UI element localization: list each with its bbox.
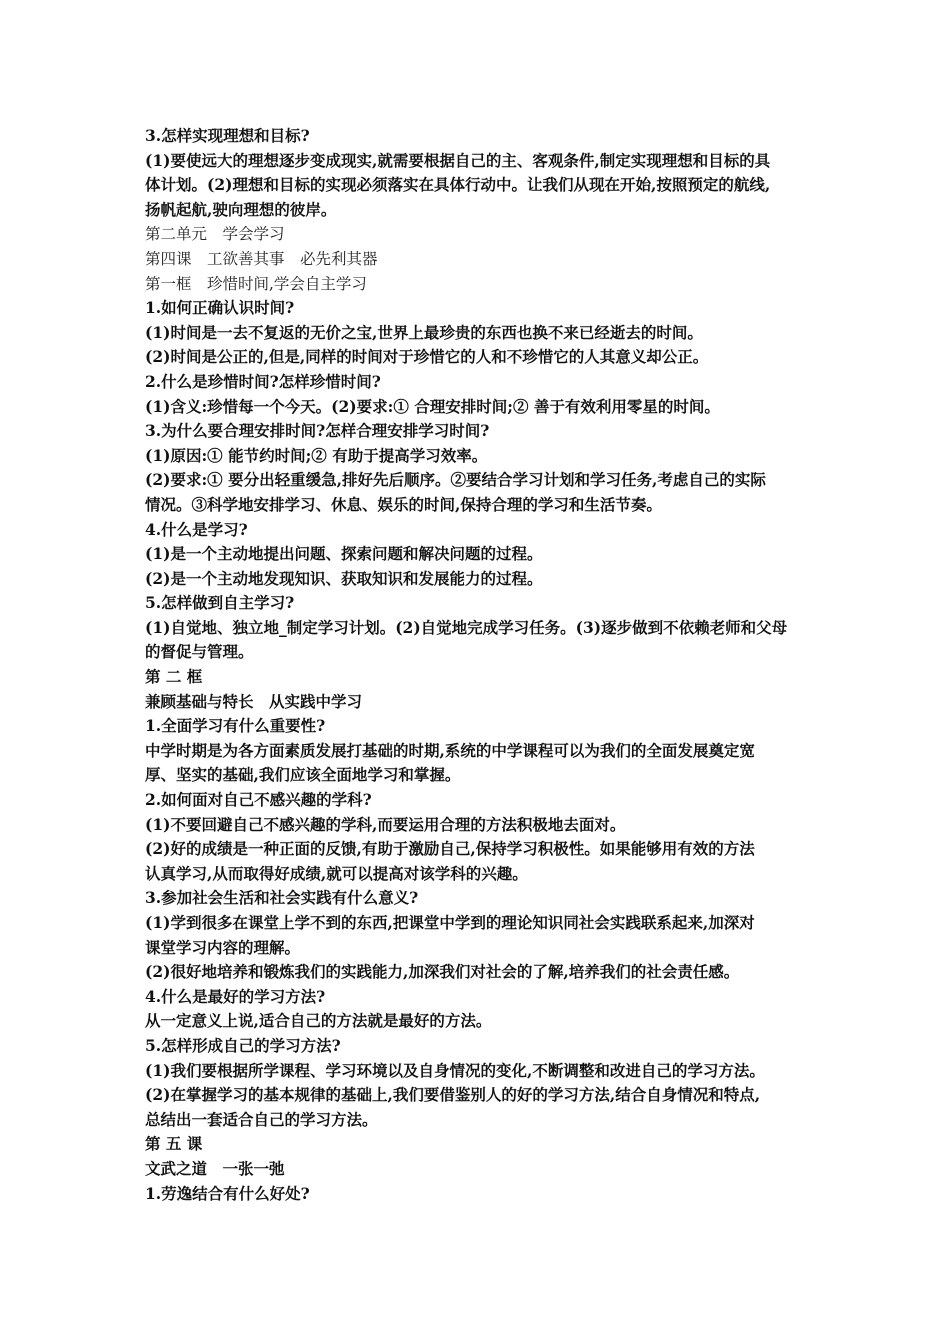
text-line: 3.为什么要合理安排时间?怎样合理安排学习时间?: [145, 421, 490, 441]
text-line: 第二单元 学会学习: [145, 225, 285, 244]
text-line: 第 二 框: [145, 667, 203, 687]
text-line: 5.怎样做到自主学习?: [145, 593, 295, 613]
text-line: 的督促与管理。: [145, 642, 254, 662]
text-line: 1.全面学习有什么重要性?: [145, 716, 326, 736]
text-line: 第一框 珍惜时间,学会自主学习: [145, 274, 367, 293]
text-line: (2)在掌握学习的基本规律的基础上,我们要借鉴别人的好的学习方法,结合自身情况和特点,: [145, 1085, 761, 1105]
text-line: 体计划。(2)理想和目标的实现必须落实在具体行动中。让我们从现在开始,按照预定的航线,: [145, 175, 771, 195]
text-line: 2.什么是珍惜时间?怎样珍惜时间?: [145, 371, 381, 391]
text-line: (2)是一个主动地发现知识、获取知识和发展能力的过程。: [145, 568, 543, 588]
text-line: (1)不要回避自己不感兴趣的学科,而要运用合理的方法积极地去面对。: [145, 814, 626, 834]
text-line: 中学时期是为各方面素质发展打基础的时期,系统的中学课程可以为我们的全面发展奠定宽: [145, 740, 755, 760]
text-line: 1.如何正确认识时间?: [145, 298, 295, 318]
text-line: 第四课 工欲善其事 必先利其器: [145, 249, 378, 268]
text-line: 3.怎样实现理想和目标?: [145, 126, 310, 145]
text-line: 第 五 课: [145, 1134, 203, 1154]
text-line: (1)自觉地、独立地_制定学习计划。(2)自觉地完成学习任务。(3)逐步做到不依赖老师和父母: [145, 617, 788, 637]
text-line: (2)要求:① 要分出轻重缓急,排好先后顺序。②要结合学习计划和学习任务,考虑自己的实际: [145, 470, 766, 490]
text-line: (1)我们要根据所学课程、学习环境以及自身情况的变化,不断调整和改进自己的学习方法。: [145, 1060, 765, 1080]
text-line: (1)是一个主动地提出问题、探索问题和解决问题的过程。: [145, 544, 543, 564]
text-line: 认真学习,从而取得好成绩,就可以提高对该学科的兴趣。: [145, 863, 528, 883]
text-line: 1.劳逸结合有什么好处?: [145, 1183, 310, 1203]
text-line: 课堂学习内容的理解。: [145, 937, 301, 957]
text-line: (2)很好地培养和锻炼我们的实践能力,加深我们对社会的了解,培养我们的社会责任感。: [145, 962, 740, 982]
text-line: 2.如何面对自己不感兴趣的学科?: [145, 790, 372, 810]
text-line: 扬帆起航,驶向理想的彼岸。: [145, 199, 337, 219]
text-line: (2)好的成绩是一种正面的反馈,有助于激励自己,保持学习积极性。如果能够用有效的方法: [145, 839, 755, 859]
text-line: 厚、坚实的基础,我们应该全面地学习和掌握。: [145, 765, 461, 785]
text-line: 3.参加社会生活和社会实践有什么意义?: [145, 888, 419, 908]
text-line: 文武之道 一张一弛: [145, 1158, 285, 1178]
text-line: (1)时间是一去不复返的无价之宝,世界上最珍贵的东西也换不来已经逝去的时间。: [145, 322, 703, 342]
text-line: 总结出一套适合自己的学习方法。: [145, 1109, 378, 1129]
text-line: (2)时间是公正的,但是,同样的时间对于珍惜它的人和不珍惜它的人其意义却公正。: [145, 347, 709, 367]
text-line: 4.什么是最好的学习方法?: [145, 986, 326, 1006]
document-body: [145, 124, 810, 1206]
text-line: 情况。③科学地安排学习、休息、娱乐的时间,保持合理的学习和生活节奏。: [145, 494, 662, 514]
text-line: (1)含义:珍惜每一个今天。(2)要求:① 合理安排时间;② 善于有效利用零星的时间。: [145, 396, 720, 416]
text-line: 从一定意义上说,适合自己的方法就是最好的方法。: [145, 1011, 492, 1031]
text-line: 5.怎样形成自己的学习方法?: [145, 1035, 341, 1055]
text-line: (1)要使远大的理想逐步变成现实,就需要根据自己的主、客观条件,制定实现理想和目标的具: [145, 150, 771, 170]
text-line: 4.什么是学习?: [145, 519, 248, 539]
text-line: (1)学到很多在课堂上学不到的东西,把课堂中学到的理论知识同社会实践联系起来,加深对: [145, 913, 755, 932]
text-line: (1)原因:① 能节约时间;② 有助于提高学习效率。: [145, 445, 488, 465]
text-line: 兼顾基础与特长 从实践中学习: [145, 691, 363, 711]
